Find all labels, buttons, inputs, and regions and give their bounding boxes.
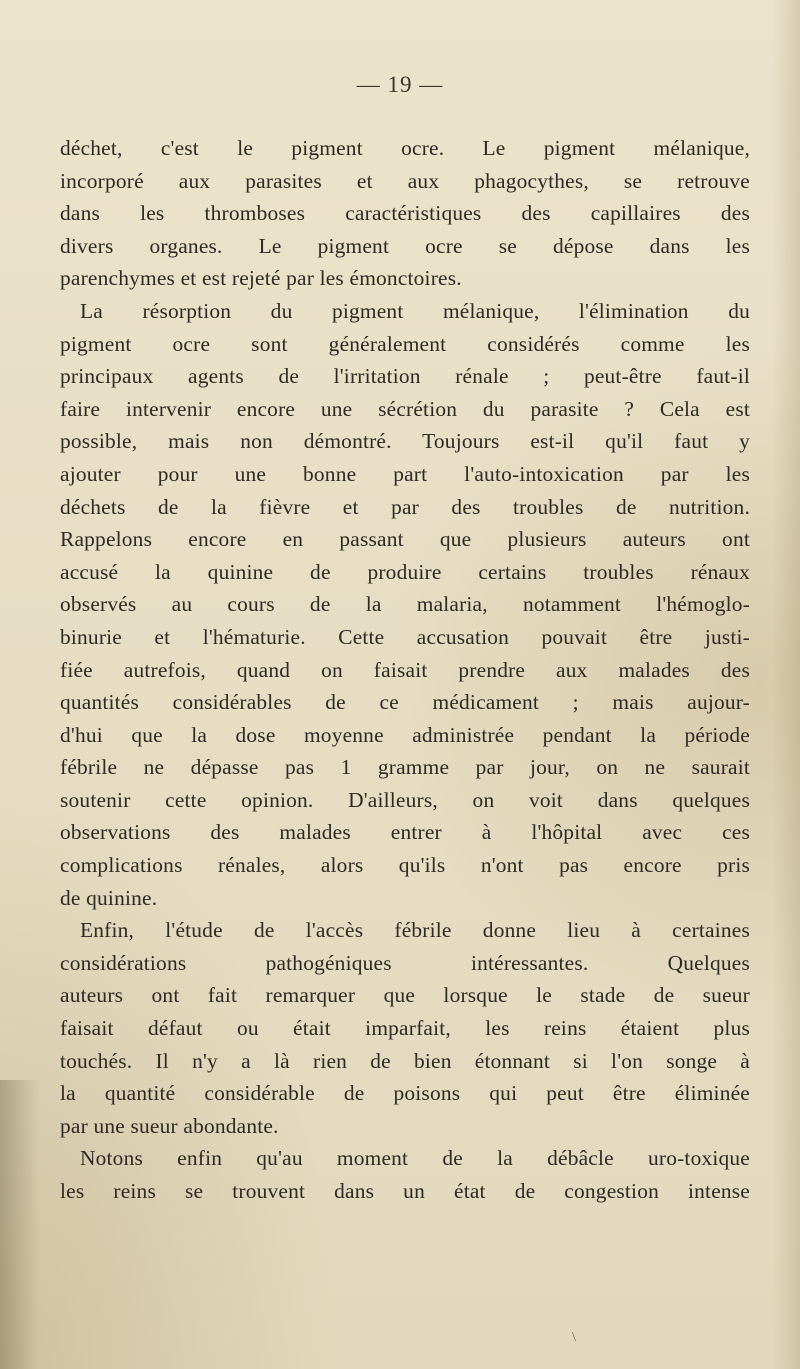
- text-line-14: accusé la quinine de produire certains troubles rénaux: [60, 559, 750, 584]
- text-line-28: faisait défaut ou était imparfait, les reins étaient plus: [60, 1016, 750, 1041]
- text-line-15: observés au cours de la malaria, notamment l'hémoglo-: [60, 592, 750, 617]
- text-line-5: parenchymes et est rejeté par les émonctoires.: [60, 266, 462, 291]
- text-line-6: La résorption du pigment mélanique, l'élimination du: [80, 298, 750, 323]
- text-line-19: d'hui que la dose moyenne administrée pendant la période: [60, 722, 750, 747]
- text-line-17: fiée autrefois, quand on faisait prendre aux malades des: [60, 657, 750, 682]
- text-line-26: considérations pathogéniques intéressantes. Quelques: [60, 950, 750, 975]
- page-edge-shadow: [772, 0, 800, 1369]
- text-line-2: incorporé aux parasites et aux phagocythes, se retrouve: [60, 168, 750, 193]
- text-line-24: de quinine.: [60, 885, 158, 910]
- text-line-3: dans les thromboses caractéristiques des capillaires des: [60, 201, 750, 226]
- text-line-22: observations des malades entrer à l'hôpital avec ces: [60, 820, 750, 845]
- page-corner-shadow: [0, 1080, 40, 1369]
- text-line-13: Rappelons encore en passant que plusieurs auteurs ont: [60, 527, 750, 552]
- text-line-18: quantités considérables de ce médicament ; mais aujour-: [60, 690, 750, 715]
- stray-ink-mark: \: [572, 1330, 576, 1345]
- text-line-16: binurie et l'hématurie. Cette accusation pouvait être justi-: [60, 624, 750, 649]
- body-text: [60, 132, 750, 1208]
- text-line-20: fébrile ne dépasse pas 1 gramme par jour, on ne saurait: [60, 755, 750, 780]
- text-line-31: par une sueur abondante.: [60, 1113, 279, 1138]
- text-line-23: complications rénales, alors qu'ils n'ont pas encore pris: [60, 853, 750, 878]
- text-line-29: touchés. Il n'y a là rien de bien étonnant si l'on songe à: [60, 1048, 750, 1073]
- text-line-7: pigment ocre sont généralement considérés comme les: [60, 331, 750, 356]
- text-line-12: déchets de la fièvre et par des troubles de nutrition.: [60, 494, 750, 519]
- text-line-25: Enfin, l'étude de l'accès fébrile donne lieu à certaines: [80, 918, 750, 943]
- text-line-21: soutenir cette opinion. D'ailleurs, on voit dans quelques: [60, 787, 750, 812]
- text-line-4: divers organes. Le pigment ocre se dépose dans les: [60, 233, 750, 258]
- text-line-1: déchet, c'est le pigment ocre. Le pigment mélanique,: [60, 136, 750, 160]
- text-line-33: les reins se trouvent dans un état de congestion intense: [60, 1179, 750, 1203]
- text-line-9: faire intervenir encore une sécrétion du parasite ? Cela est: [60, 396, 750, 421]
- text-line-8: principaux agents de l'irritation rénale ; peut-être faut-il: [60, 364, 750, 389]
- text-line-30: la quantité considérable de poisons qui peut être éliminée: [60, 1081, 750, 1106]
- text-line-27: auteurs ont fait remarquer que lorsque le stade de sueur: [60, 983, 750, 1008]
- text-line-11: ajouter pour une bonne part l'auto-intoxication par les: [60, 461, 750, 486]
- page-number: — 19 —: [356, 72, 444, 97]
- text-line-10: possible, mais non démontré. Toujours est-il qu'il faut y: [60, 429, 750, 454]
- text-line-32: Notons enfin qu'au moment de la débâcle uro-toxique: [80, 1146, 750, 1171]
